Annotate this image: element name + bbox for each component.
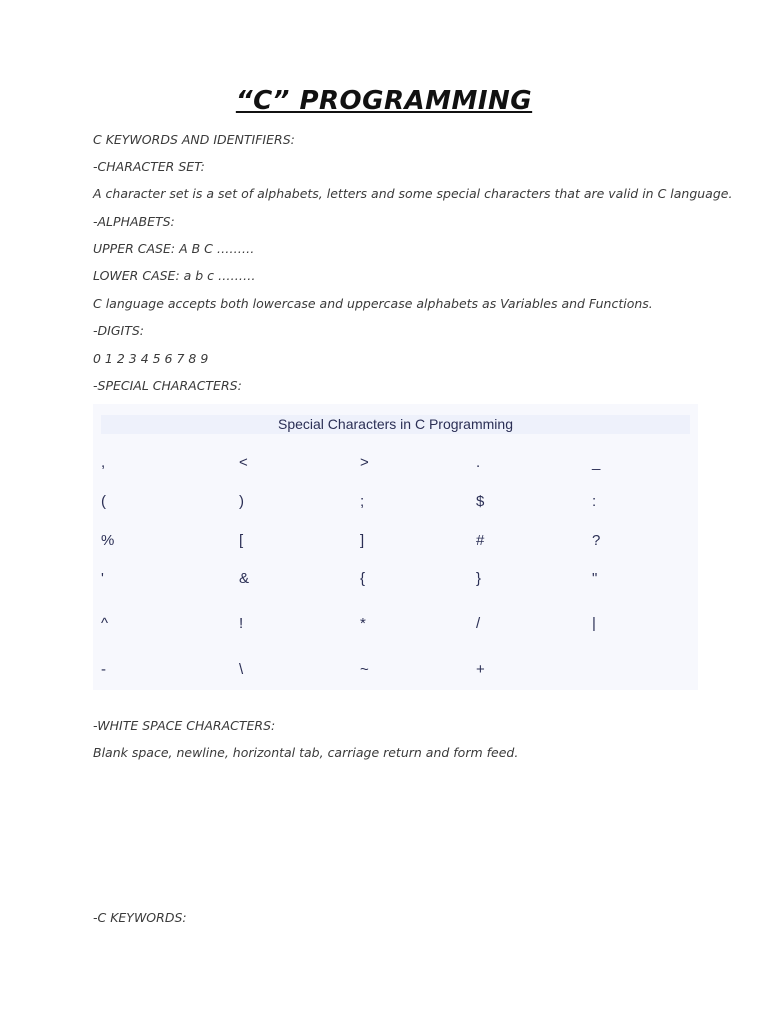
table-cell: _ — [592, 454, 601, 471]
table-cell: ; — [360, 493, 365, 510]
character-set-description: A character set is a set of alphabets, letters and some special characters that are valid in C language. — [93, 186, 733, 201]
c-keywords-heading: -C KEYWORDS: — [93, 910, 187, 925]
table-cell: % — [101, 532, 115, 549]
table-cell: ) — [239, 493, 244, 510]
page-title: “C” PROGRAMMING — [235, 86, 533, 116]
table-cell: , — [101, 454, 106, 471]
table-cell: ' — [101, 570, 104, 587]
table-cell: / — [476, 615, 481, 632]
table-cell: : — [592, 493, 597, 510]
table-cell: # — [476, 532, 485, 549]
special-characters-table — [93, 404, 698, 690]
alphabets-heading: -ALPHABETS: — [93, 214, 175, 229]
table-cell: } — [476, 570, 482, 587]
white-space-heading: -WHITE SPACE CHARACTERS: — [93, 718, 276, 733]
lower-case-line: LOWER CASE: a b c ……… — [93, 268, 256, 283]
table-cell: \ — [239, 661, 244, 678]
special-characters-heading: -SPECIAL CHARACTERS: — [93, 378, 242, 393]
table-cell: ^ — [101, 615, 109, 632]
digits-heading: -DIGITS: — [93, 323, 144, 338]
table-caption: Special Characters in C Programming — [101, 415, 690, 434]
table-cell: < — [239, 454, 248, 471]
table-cell: ( — [101, 493, 106, 510]
table-cell: & — [239, 570, 250, 587]
white-space-description: Blank space, newline, horizontal tab, carriage return and form feed. — [93, 745, 519, 760]
table-cell: | — [592, 615, 596, 632]
table-cell: > — [360, 454, 369, 471]
upper-case-line: UPPER CASE: A B C ……… — [93, 241, 255, 256]
keywords-identifiers-heading: C KEYWORDS AND IDENTIFIERS: — [93, 132, 295, 147]
table-cell: ? — [592, 532, 601, 549]
table-cell: * — [360, 615, 366, 632]
accepts-both-line: C language accepts both lowercase and uppercase alphabets as Variables and Functions. — [93, 296, 653, 311]
table-cell: ! — [239, 615, 244, 632]
table-cell: ] — [360, 532, 365, 549]
table-cell: [ — [239, 532, 244, 549]
character-set-heading: -CHARACTER SET: — [93, 159, 205, 174]
table-cell: ~ — [360, 661, 369, 678]
table-cell: + — [476, 661, 485, 678]
digits-line: 0 1 2 3 4 5 6 7 8 9 — [93, 351, 209, 366]
table-cell: { — [360, 570, 366, 587]
table-cell: - — [101, 661, 106, 678]
table-cell: $ — [476, 493, 485, 510]
table-cell: . — [476, 454, 481, 471]
table-cell: " — [592, 570, 598, 587]
